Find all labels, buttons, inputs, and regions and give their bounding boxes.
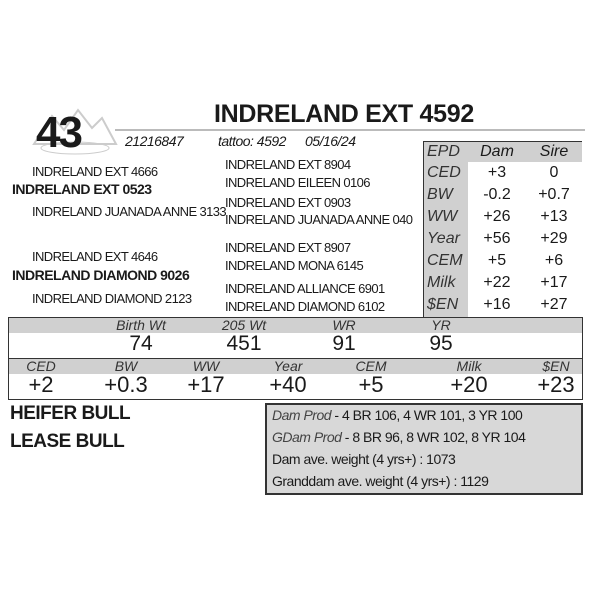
tag-heifer-bull: HEIFER BULL — [10, 403, 131, 424]
perf-label: WR — [332, 317, 356, 333]
epd-trait: BW — [427, 186, 453, 203]
perf-value: 451 — [226, 332, 262, 355]
dam-dam: INDRELAND DIAMOND 2123 — [32, 291, 192, 306]
dam-epd: -0.2 — [483, 186, 511, 203]
epd-label: BW — [114, 358, 138, 374]
perf-label: YR — [431, 317, 451, 333]
sire-epd: 0 — [549, 164, 559, 181]
gdam-prod-value: - 8 BR 96, 8 WR 102, 8 YR 104 — [341, 429, 526, 445]
epd-trait: Milk — [427, 274, 456, 291]
epd-trait: Year — [427, 230, 460, 247]
sire-epd: +27 — [540, 296, 568, 313]
dd-dam: INDRELAND DIAMOND 6102 — [225, 299, 385, 314]
sire-epd: +29 — [540, 230, 568, 247]
epd-value: +5 — [358, 372, 384, 397]
sire-epd: +6 — [544, 252, 564, 269]
header-dam: Dam — [480, 143, 514, 160]
production-box — [265, 403, 583, 495]
perf-value: 95 — [429, 332, 453, 355]
header-epd: EPD — [427, 143, 460, 160]
epd-trait: CED — [427, 164, 461, 181]
epd-value: +0.3 — [104, 372, 148, 397]
sire-dam: INDRELAND JUANADA ANNE 3133 — [32, 204, 227, 219]
perf-value: 91 — [332, 332, 356, 355]
dd-sire: INDRELAND ALLIANCE 6901 — [225, 281, 385, 296]
epd-row — [424, 295, 582, 317]
epd-value: +40 — [269, 372, 307, 397]
epd-label: Milk — [456, 358, 482, 374]
ds-sire: INDRELAND EXT 8907 — [225, 240, 351, 255]
divider — [115, 129, 585, 131]
dam-epd: +56 — [483, 230, 511, 247]
registration-number: 21216847 — [125, 133, 184, 149]
animal-name: INDRELAND EXT 4592 — [214, 100, 474, 128]
dam-prod-value: - 4 BR 106, 4 WR 101, 3 YR 100 — [331, 407, 523, 423]
epd-label: Year — [273, 358, 303, 374]
tag-lease-bull: LEASE BULL — [10, 431, 125, 452]
sd-sire: INDRELAND EXT 0903 — [225, 195, 351, 210]
dam-sire: INDRELAND EXT 4646 — [32, 249, 158, 264]
perf-label: 205 Wt — [221, 317, 267, 333]
dam-prod-label: Dam Prod — [272, 407, 332, 423]
dam-epd: +5 — [487, 252, 507, 269]
epd-label: $EN — [542, 358, 570, 374]
epd-value: +2 — [28, 372, 54, 397]
epd-row — [424, 273, 582, 295]
epd-trait: CEM — [427, 252, 463, 269]
parent-epd-table — [423, 141, 582, 318]
ds-dam: INDRELAND MONA 6145 — [225, 258, 364, 273]
sire-epd: +0.7 — [538, 186, 570, 203]
sd-dam: INDRELAND JUANADA ANNE 040 — [225, 212, 413, 227]
epd-row — [424, 251, 582, 273]
epd-label: CEM — [355, 358, 387, 374]
ss-sire: INDRELAND EXT 8904 — [225, 157, 351, 172]
epd-trait: $EN — [427, 296, 459, 313]
dam-epd: +26 — [483, 208, 511, 225]
epd-trait: WW — [427, 208, 458, 225]
birth-date: 05/16/24 — [305, 133, 356, 149]
gdam-prod-label: GDam Prod — [272, 429, 342, 445]
epd-value: +20 — [450, 372, 488, 397]
dam-epd: +22 — [483, 274, 511, 291]
epd-value: +23 — [537, 372, 575, 397]
perf-value: 74 — [129, 332, 153, 355]
sire-epd: +13 — [540, 208, 568, 225]
dam: INDRELAND DIAMOND 9026 — [12, 267, 190, 283]
epd-label: CED — [26, 358, 56, 374]
sire-sire: INDRELAND EXT 4666 — [32, 164, 158, 179]
epd-row — [424, 207, 582, 229]
performance-box — [8, 317, 583, 400]
perf-label: Birth Wt — [116, 317, 166, 333]
epd-row — [424, 229, 582, 251]
epd-value: +17 — [187, 372, 225, 397]
tattoo: tattoo: 4592 — [218, 133, 286, 149]
epd-label: WW — [192, 358, 220, 374]
header-sire: Sire — [539, 143, 569, 160]
lot-number: 43 — [36, 108, 81, 157]
ss-dam: INDRELAND EILEEN 0106 — [225, 175, 370, 190]
dam-weight: Dam ave. weight (4 yrs+) : 1073 — [272, 451, 456, 467]
sire: INDRELAND EXT 0523 — [12, 181, 152, 197]
sire-epd: +17 — [540, 274, 568, 291]
dam-epd: +16 — [483, 296, 511, 313]
dam-epd: +3 — [487, 164, 507, 181]
epd-row — [424, 185, 582, 207]
epd-row — [424, 163, 582, 185]
granddam-weight: Granddam ave. weight (4 yrs+) : 1129 — [272, 473, 489, 489]
